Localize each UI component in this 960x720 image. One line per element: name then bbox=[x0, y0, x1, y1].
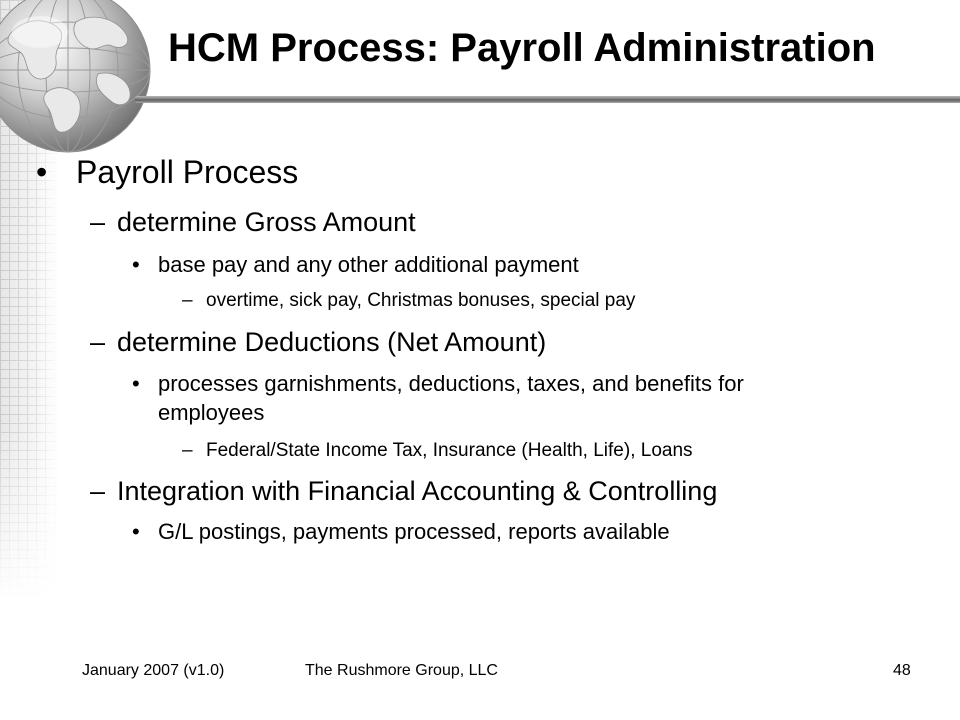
dash-marker: – bbox=[182, 440, 193, 461]
bullet-deductions: determine Deductions (Net Amount) bbox=[117, 327, 547, 357]
bullet-base-pay: base pay and any other additional payment bbox=[158, 252, 579, 277]
footer-date: January 2007 (v1.0) bbox=[82, 662, 225, 679]
bullet-gl-postings: G/L postings, payments processed, reports available bbox=[158, 519, 670, 544]
slide-title: HCM Process: Payroll Administration bbox=[168, 26, 876, 70]
bullet-gross-amount: determine Gross Amount bbox=[117, 207, 416, 237]
bullet-integration: Integration with Financial Accounting & Controlling bbox=[117, 476, 718, 506]
bullet-payroll-process: Payroll Process bbox=[76, 154, 299, 190]
footer-company: The Rushmore Group, LLC bbox=[305, 662, 498, 679]
dash-marker: – bbox=[90, 476, 106, 506]
bullet-marker: • bbox=[132, 519, 140, 544]
bullet-garnishments-continued: employees bbox=[158, 400, 265, 425]
bullet-marker: • bbox=[36, 154, 48, 190]
bullet-taxes: Federal/State Income Tax, Insurance (Health, Life), Loans bbox=[206, 440, 693, 461]
bullet-overtime: overtime, sick pay, Christmas bonuses, special pay bbox=[206, 290, 636, 311]
dash-marker: – bbox=[182, 290, 193, 311]
dash-marker: – bbox=[90, 327, 106, 357]
bullet-marker: • bbox=[132, 252, 140, 277]
bullet-garnishments: processes garnishments, deductions, taxes, and benefits for bbox=[158, 371, 744, 396]
dash-marker: – bbox=[90, 207, 106, 237]
page-number: 48 bbox=[893, 662, 911, 679]
bullet-marker: • bbox=[132, 371, 140, 396]
